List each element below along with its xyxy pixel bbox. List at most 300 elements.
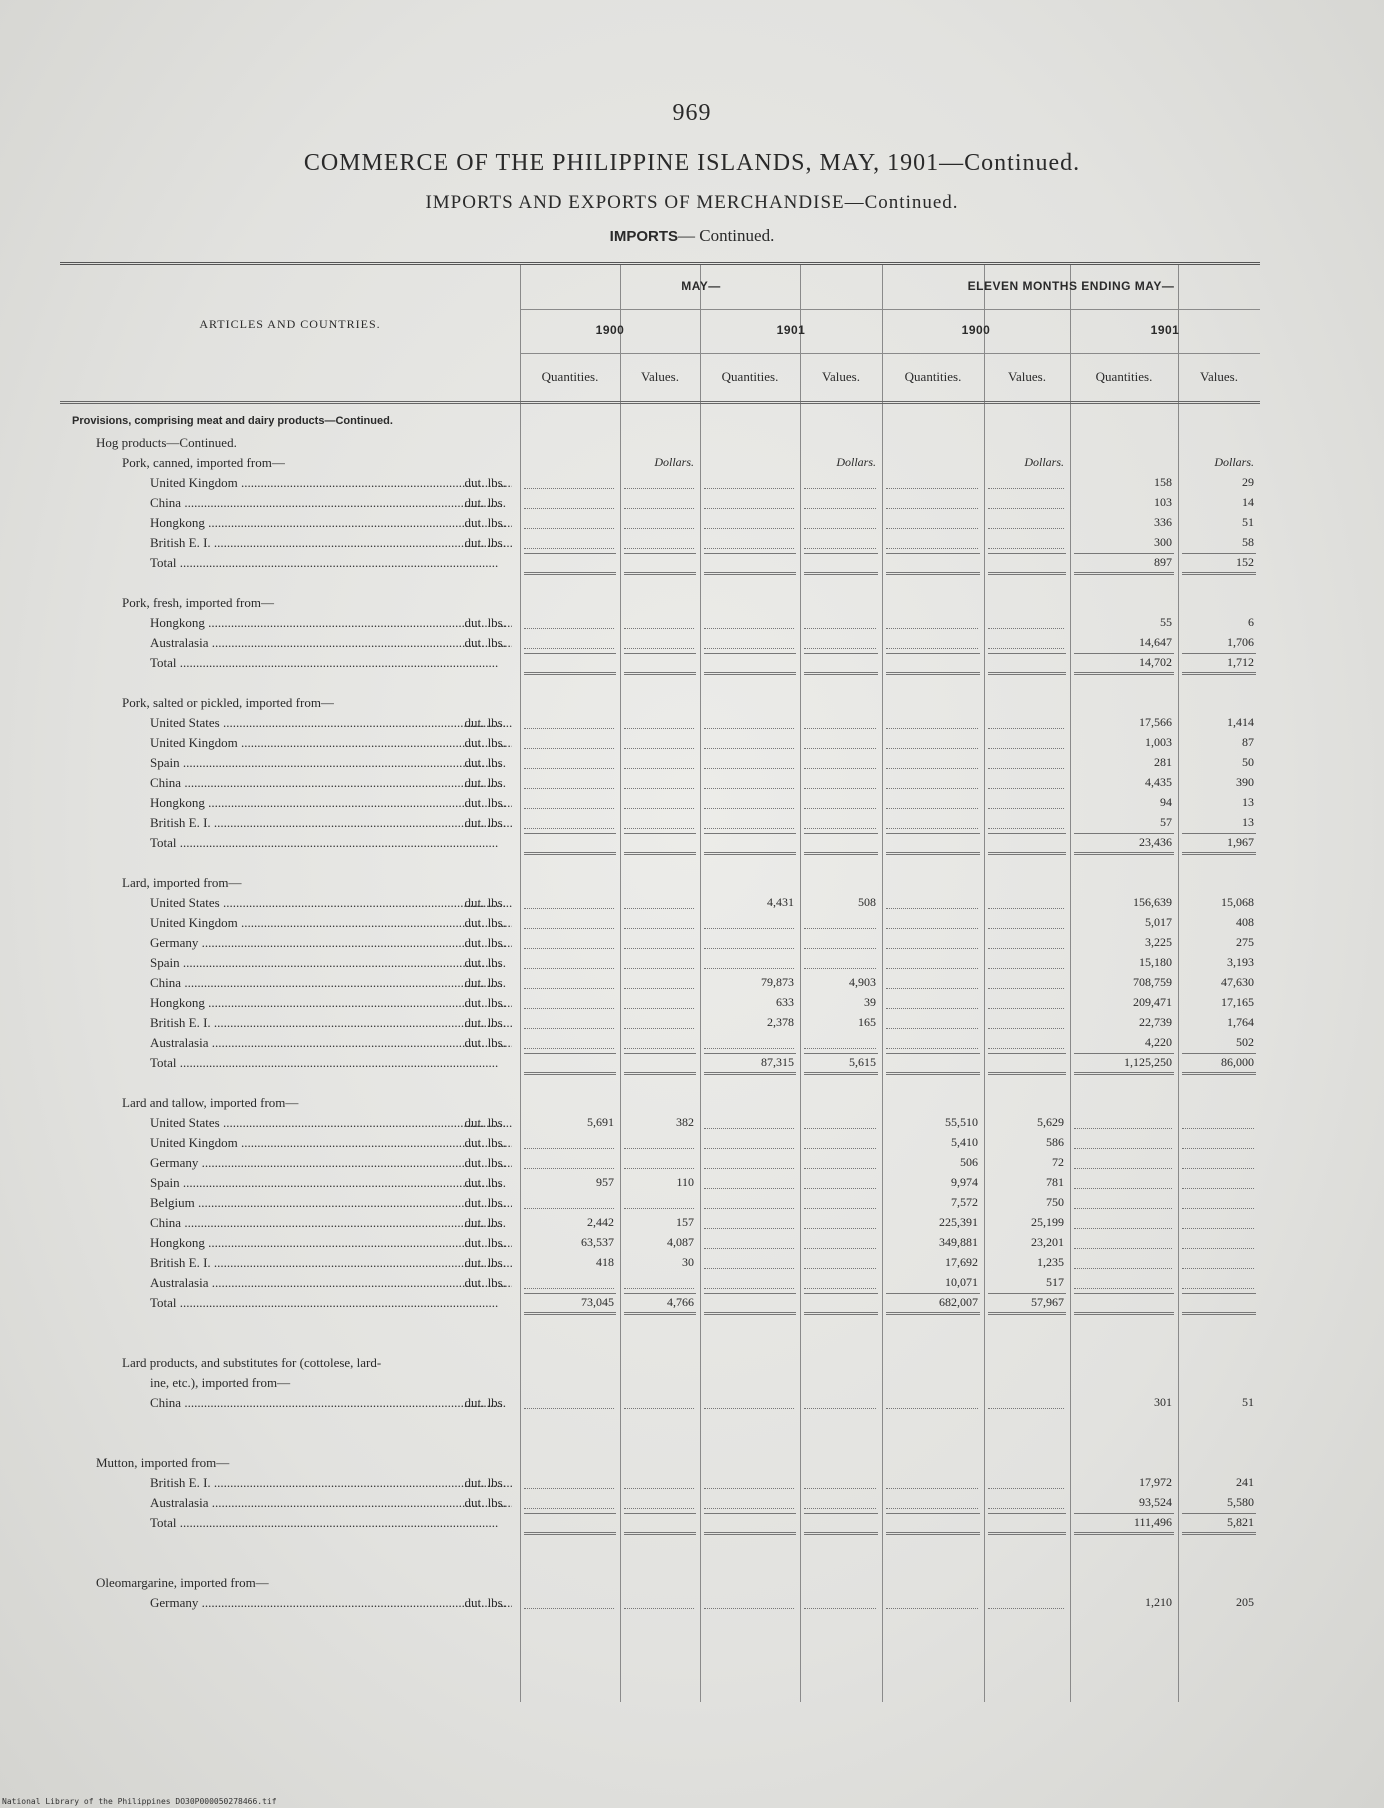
empty-cell-leader [886, 908, 978, 909]
total-rule [524, 653, 616, 654]
total-rule [1074, 1053, 1174, 1054]
page-subtitle: IMPORTS AND EXPORTS OF MERCHANDISE—Continued. [425, 192, 959, 213]
empty-cell-leader [704, 548, 794, 549]
header-values: Values. [1200, 369, 1238, 384]
empty-cell-leader [1182, 1168, 1254, 1169]
empty-cell-leader [988, 1608, 1064, 1609]
table-cell: 5,615 [849, 1055, 876, 1069]
empty-cell-leader [704, 728, 794, 729]
empty-cell-leader [886, 808, 978, 809]
table-spacer [60, 1333, 1260, 1353]
header-values: Values. [641, 369, 679, 384]
country-label [60, 495, 512, 511]
empty-cell-leader [988, 1048, 1064, 1049]
empty-cell-leader [624, 1408, 694, 1409]
header-eleven-months: ELEVEN MONTHS ENDING MAY— [967, 279, 1175, 293]
table-section-heading [60, 413, 1260, 433]
total-label [60, 555, 602, 571]
empty-cell-leader [988, 728, 1064, 729]
table-row [60, 1473, 1260, 1493]
empty-cell-leader [886, 968, 978, 969]
table-cell: 1,003 [1145, 735, 1172, 749]
table-cell: 349,881 [939, 1235, 978, 1249]
empty-cell-leader [524, 1048, 614, 1049]
country-name: United Kingdom ..... [150, 1135, 512, 1150]
empty-cell-leader [524, 548, 614, 549]
dollars-unit-label: Dollars. [1024, 455, 1064, 469]
empty-cell-leader [804, 628, 876, 629]
table-cell: 14 [1242, 495, 1254, 509]
total-rule [1074, 1513, 1174, 1514]
total-label [60, 1055, 602, 1071]
table-cell: 4,435 [1145, 775, 1172, 789]
empty-cell-leader [1074, 1248, 1172, 1249]
table-row [60, 1393, 1260, 1413]
country-label [60, 1175, 512, 1191]
total-rule [624, 1513, 696, 1514]
country-label [60, 735, 512, 751]
table-cell: 241 [1236, 1475, 1254, 1489]
empty-cell-leader [804, 928, 876, 929]
country-label [60, 1595, 512, 1611]
empty-cell-leader [886, 828, 978, 829]
table-cell: 47,630 [1221, 975, 1254, 989]
empty-cell-leader [704, 1148, 794, 1149]
empty-cell-leader [524, 928, 614, 929]
empty-cell-leader [1182, 1268, 1254, 1269]
table-cell: 4,087 [667, 1235, 694, 1249]
country-name: British E. I. ..... [150, 1475, 512, 1490]
country-name: United Kingdom ..... [150, 915, 512, 930]
empty-cell-leader [804, 1128, 876, 1129]
empty-cell-leader [704, 1168, 794, 1169]
table-cell: 86,000 [1221, 1055, 1254, 1069]
country-name: Hongkong ..... [150, 995, 512, 1010]
total-rule [524, 553, 616, 554]
empty-cell-leader [624, 1028, 694, 1029]
empty-cell-leader [524, 948, 614, 949]
country-label [60, 1155, 512, 1171]
unit-label: dut. lbs. [464, 1115, 506, 1130]
table-cell: 2,378 [767, 1015, 794, 1029]
table-total-row [60, 833, 1260, 853]
table-row [60, 613, 1260, 633]
table-row [60, 953, 1260, 973]
table-cell: 5,629 [1037, 1115, 1064, 1129]
header-articles: ARTICLES AND COUNTRIES. [199, 317, 381, 331]
unit-label: dut. lbs. [464, 1235, 506, 1250]
empty-cell-leader [1074, 1128, 1172, 1129]
empty-cell-leader [886, 488, 978, 489]
empty-cell-leader [1182, 1188, 1254, 1189]
table-cell: 300 [1154, 535, 1172, 549]
table-cell: 1,414 [1227, 715, 1254, 729]
empty-cell-leader [704, 1488, 794, 1489]
table-cell: 15,180 [1139, 955, 1172, 969]
empty-cell-leader [624, 648, 694, 649]
country-label [60, 635, 512, 651]
empty-cell-leader [988, 628, 1064, 629]
country-label [60, 475, 512, 491]
country-name: Hongkong ..... [150, 795, 512, 810]
empty-cell-leader [524, 728, 614, 729]
table-cell: 79,873 [761, 975, 794, 989]
unit-label: dut. lbs. [464, 975, 506, 990]
table-cell: 502 [1236, 1035, 1254, 1049]
table-cell: 51 [1242, 515, 1254, 529]
table-row [60, 1013, 1260, 1033]
total-rule [804, 1513, 878, 1514]
country-label [60, 755, 512, 771]
empty-cell-leader [624, 508, 694, 509]
total-rule [988, 1293, 1066, 1294]
total-rule [1074, 653, 1174, 654]
table-cell: 4,766 [667, 1295, 694, 1309]
country-label [60, 1475, 512, 1491]
table-section-heading [60, 453, 1260, 473]
table-cell: 63,537 [581, 1235, 614, 1249]
total-rule [1182, 1513, 1256, 1514]
empty-cell-leader [988, 748, 1064, 749]
empty-cell-leader [988, 1408, 1064, 1409]
unit-label: dut. lbs. [464, 1195, 506, 1210]
table-section-heading [60, 1353, 1260, 1373]
page-number: 969 [672, 100, 712, 126]
empty-cell-leader [988, 828, 1064, 829]
empty-cell-leader [886, 788, 978, 789]
country-name: Spain ..... [150, 955, 501, 970]
total-rule [704, 833, 796, 834]
total-rule [704, 653, 796, 654]
empty-cell-leader [524, 488, 614, 489]
table-row [60, 773, 1260, 793]
table-spacer [60, 573, 1260, 593]
total-rule [1182, 1053, 1256, 1054]
table-total-row [60, 553, 1260, 573]
empty-cell-leader [886, 748, 978, 749]
table-cell: 72 [1052, 1155, 1064, 1169]
page-title: COMMERCE OF THE PHILIPPINE ISLANDS, MAY, 1901—Continued. [303, 150, 1081, 176]
unit-label: dut. lbs. [464, 1215, 506, 1230]
table-cell: 1,210 [1145, 1595, 1172, 1609]
total-rule [624, 1053, 696, 1054]
empty-cell-leader [704, 488, 794, 489]
table-row [60, 893, 1260, 913]
empty-cell-leader [524, 1008, 614, 1009]
country-name: Germany ..... [150, 935, 512, 950]
article-heading: Hog products—Continued. [96, 435, 237, 450]
empty-cell-leader [624, 1208, 694, 1209]
country-label [60, 1195, 512, 1211]
empty-cell-leader [988, 808, 1064, 809]
total-rule [988, 1513, 1066, 1514]
empty-cell-leader [1074, 1268, 1172, 1269]
table-cell: 897 [1154, 555, 1172, 569]
empty-cell-leader [624, 1488, 694, 1489]
total-rule [624, 833, 696, 834]
empty-cell-leader [704, 928, 794, 929]
empty-cell-leader [1182, 1128, 1254, 1129]
country-name: British E. I. ..... [150, 1255, 512, 1270]
table-cell: 957 [596, 1175, 614, 1189]
empty-cell-leader [804, 788, 876, 789]
table-cell: 13 [1242, 795, 1254, 809]
table-cell: 58 [1242, 535, 1254, 549]
country-label [60, 1215, 512, 1231]
total-rule [524, 1053, 616, 1054]
table-cell: 30 [682, 1255, 694, 1269]
empty-cell-leader [988, 528, 1064, 529]
table-row [60, 1033, 1260, 1053]
table-section-heading [60, 593, 1260, 613]
empty-cell-leader [804, 828, 876, 829]
unit-label: dut. lbs. [464, 1475, 506, 1490]
empty-cell-leader [988, 1488, 1064, 1489]
empty-cell-leader [886, 1488, 978, 1489]
table-cell: 110 [676, 1175, 694, 1189]
country-name: United Kingdom ..... [150, 735, 512, 750]
article-heading: ine, etc.), imported from— [150, 1375, 291, 1390]
empty-cell-leader [1074, 1168, 1172, 1169]
country-label [60, 815, 512, 831]
unit-label: dut. lbs. [464, 635, 506, 650]
empty-cell-leader [524, 1488, 614, 1489]
table-spacer [60, 1073, 1260, 1093]
empty-cell-leader [704, 1408, 794, 1409]
header-rule [520, 353, 1260, 354]
empty-cell-leader [704, 748, 794, 749]
empty-cell-leader [804, 1228, 876, 1229]
table-row [60, 513, 1260, 533]
table-row [60, 1193, 1260, 1213]
country-name: Australasia ..... [150, 1035, 512, 1050]
total-rule [804, 1293, 878, 1294]
table-section-heading [60, 693, 1260, 713]
empty-cell-leader [624, 748, 694, 749]
total-label [60, 1515, 602, 1531]
table-cell: 2,442 [587, 1215, 614, 1229]
empty-cell-leader [524, 788, 614, 789]
table-section-heading [60, 433, 1260, 453]
empty-cell-leader [804, 1048, 876, 1049]
section-heading [0, 226, 1384, 246]
unit-label: dut. lbs. [464, 1495, 506, 1510]
header-may: MAY— [681, 279, 721, 293]
table-cell: 4,903 [849, 975, 876, 989]
empty-cell-leader [524, 1208, 614, 1209]
unit-label: dut. lbs. [464, 475, 506, 490]
unit-label: dut. lbs. [464, 895, 506, 910]
unit-label: dut. lbs. [464, 775, 506, 790]
empty-cell-leader [886, 628, 978, 629]
total-rule [886, 553, 980, 554]
table-cell: 57 [1160, 815, 1172, 829]
empty-cell-leader [704, 528, 794, 529]
dollars-unit-label: Dollars. [1214, 455, 1254, 469]
table-row [60, 1593, 1260, 1613]
total-rule [704, 1293, 796, 1294]
total-text: Total ..... [150, 655, 498, 670]
empty-cell-leader [804, 488, 876, 489]
table-cell: 508 [858, 895, 876, 909]
country-name: Hongkong ..... [150, 1235, 512, 1250]
table-cell: 205 [1236, 1595, 1254, 1609]
table-cell: 4,431 [767, 895, 794, 909]
table-spacer [60, 673, 1260, 693]
empty-cell-leader [624, 1048, 694, 1049]
empty-cell-leader [804, 528, 876, 529]
unit-label: dut. lbs. [464, 915, 506, 930]
table-cell: 50 [1242, 755, 1254, 769]
country-label [60, 1035, 512, 1051]
article-heading: Pork, salted or pickled, imported from— [122, 695, 334, 710]
empty-cell-leader [624, 988, 694, 989]
table-row [60, 1233, 1260, 1253]
unit-label: dut. lbs. [464, 1015, 506, 1030]
country-name: British E. I. ..... [150, 535, 512, 550]
table-spacer [60, 1553, 1260, 1573]
table-spacer [60, 1533, 1260, 1553]
empty-cell-leader [1182, 1148, 1254, 1149]
commerce-table [60, 262, 1260, 1702]
article-heading: Mutton, imported from— [96, 1455, 230, 1470]
empty-cell-leader [1182, 1288, 1254, 1289]
country-label [60, 515, 512, 531]
unit-label: dut. lbs. [464, 615, 506, 630]
table-total-row [60, 1513, 1260, 1533]
empty-cell-leader [804, 968, 876, 969]
table-cell: 165 [858, 1015, 876, 1029]
empty-cell-leader [988, 1008, 1064, 1009]
empty-cell-leader [804, 1288, 876, 1289]
table-cell: 209,471 [1133, 995, 1172, 1009]
country-name: Belgium ..... [150, 1195, 512, 1210]
table-cell: 57,967 [1031, 1295, 1064, 1309]
empty-cell-leader [804, 648, 876, 649]
header-quantities: Quantities. [1095, 369, 1153, 384]
empty-cell-leader [988, 768, 1064, 769]
total-rule [704, 1053, 796, 1054]
table-row [60, 813, 1260, 833]
total-rule [1182, 553, 1256, 554]
category-heading: Provisions, comprising meat and dairy products—Continued. [72, 415, 393, 427]
table-spacer [60, 1313, 1260, 1333]
table-cell: 94 [1160, 795, 1172, 809]
table-row [60, 1273, 1260, 1293]
unit-label: dut. lbs. [464, 1175, 506, 1190]
table-section-heading [60, 1573, 1260, 1593]
country-name: China ..... [150, 495, 503, 510]
unit-label: dut. lbs. [464, 1135, 506, 1150]
table-row [60, 1133, 1260, 1153]
empty-cell-leader [804, 948, 876, 949]
total-rule [988, 1053, 1066, 1054]
country-label [60, 1135, 512, 1151]
country-label [60, 1395, 512, 1411]
empty-cell-leader [624, 928, 694, 929]
empty-cell-leader [804, 1608, 876, 1609]
table-cell: 111,496 [1133, 1515, 1172, 1529]
table-cell: 156,639 [1133, 895, 1172, 909]
total-rule [804, 653, 878, 654]
table-cell: 9,974 [951, 1175, 978, 1189]
empty-cell-leader [804, 1248, 876, 1249]
table-cell: 158 [1154, 475, 1172, 489]
empty-cell-leader [624, 548, 694, 549]
country-name: Germany ..... [150, 1595, 512, 1610]
section-heading-rest: — Continued. [678, 226, 775, 245]
empty-cell-leader [704, 948, 794, 949]
country-label [60, 1115, 512, 1131]
empty-cell-leader [988, 508, 1064, 509]
empty-cell-leader [704, 1268, 794, 1269]
table-cell: 390 [1236, 775, 1254, 789]
header-may-1900: 1900 [595, 323, 625, 337]
empty-cell-leader [524, 1168, 614, 1169]
total-rule [988, 653, 1066, 654]
table-cell: 225,391 [939, 1215, 978, 1229]
unit-label: dut. lbs. [464, 795, 506, 810]
table-cell: 10,071 [945, 1275, 978, 1289]
table-row [60, 633, 1260, 653]
table-cell: 93,524 [1139, 1495, 1172, 1509]
empty-cell-leader [886, 1608, 978, 1609]
total-rule [524, 1293, 616, 1294]
country-name: Germany ..... [150, 1155, 512, 1170]
unit-label: dut. lbs. [464, 1595, 506, 1610]
header-rule [520, 309, 1260, 310]
header-quantities: Quantities. [541, 369, 599, 384]
empty-cell-leader [524, 1028, 614, 1029]
table-cell: 750 [1046, 1195, 1064, 1209]
empty-cell-leader [624, 1168, 694, 1169]
table-cell: 23,201 [1031, 1235, 1064, 1249]
empty-cell-leader [624, 1508, 694, 1509]
empty-cell-leader [886, 1408, 978, 1409]
total-rule [804, 1053, 878, 1054]
total-rule [886, 833, 980, 834]
table-cell: 55 [1160, 615, 1172, 629]
table-cell: 55,510 [945, 1115, 978, 1129]
empty-cell-leader [704, 1608, 794, 1609]
total-rule [988, 553, 1066, 554]
table-cell: 4,220 [1145, 1035, 1172, 1049]
empty-cell-leader [704, 768, 794, 769]
table-cell: 5,580 [1227, 1495, 1254, 1509]
dollars-unit-label: Dollars. [654, 455, 694, 469]
empty-cell-leader [704, 648, 794, 649]
article-heading: Oleomargarine, imported from— [96, 1575, 269, 1590]
total-rule [1182, 833, 1256, 834]
empty-cell-leader [886, 1008, 978, 1009]
unit-label: dut. lbs. [464, 495, 506, 510]
total-rule [804, 553, 878, 554]
empty-cell-leader [988, 908, 1064, 909]
unit-label: dut. lbs. [464, 735, 506, 750]
empty-cell-leader [886, 508, 978, 509]
total-rule [886, 653, 980, 654]
table-cell: 5,410 [951, 1135, 978, 1149]
empty-cell-leader [804, 1168, 876, 1169]
empty-cell-leader [704, 968, 794, 969]
empty-cell-leader [1074, 1208, 1172, 1209]
empty-cell-leader [1182, 1248, 1254, 1249]
total-rule [886, 1513, 980, 1514]
empty-cell-leader [524, 648, 614, 649]
empty-cell-leader [988, 548, 1064, 549]
country-name: United States ..... [150, 895, 512, 910]
unit-label: dut. lbs. [464, 1395, 506, 1410]
